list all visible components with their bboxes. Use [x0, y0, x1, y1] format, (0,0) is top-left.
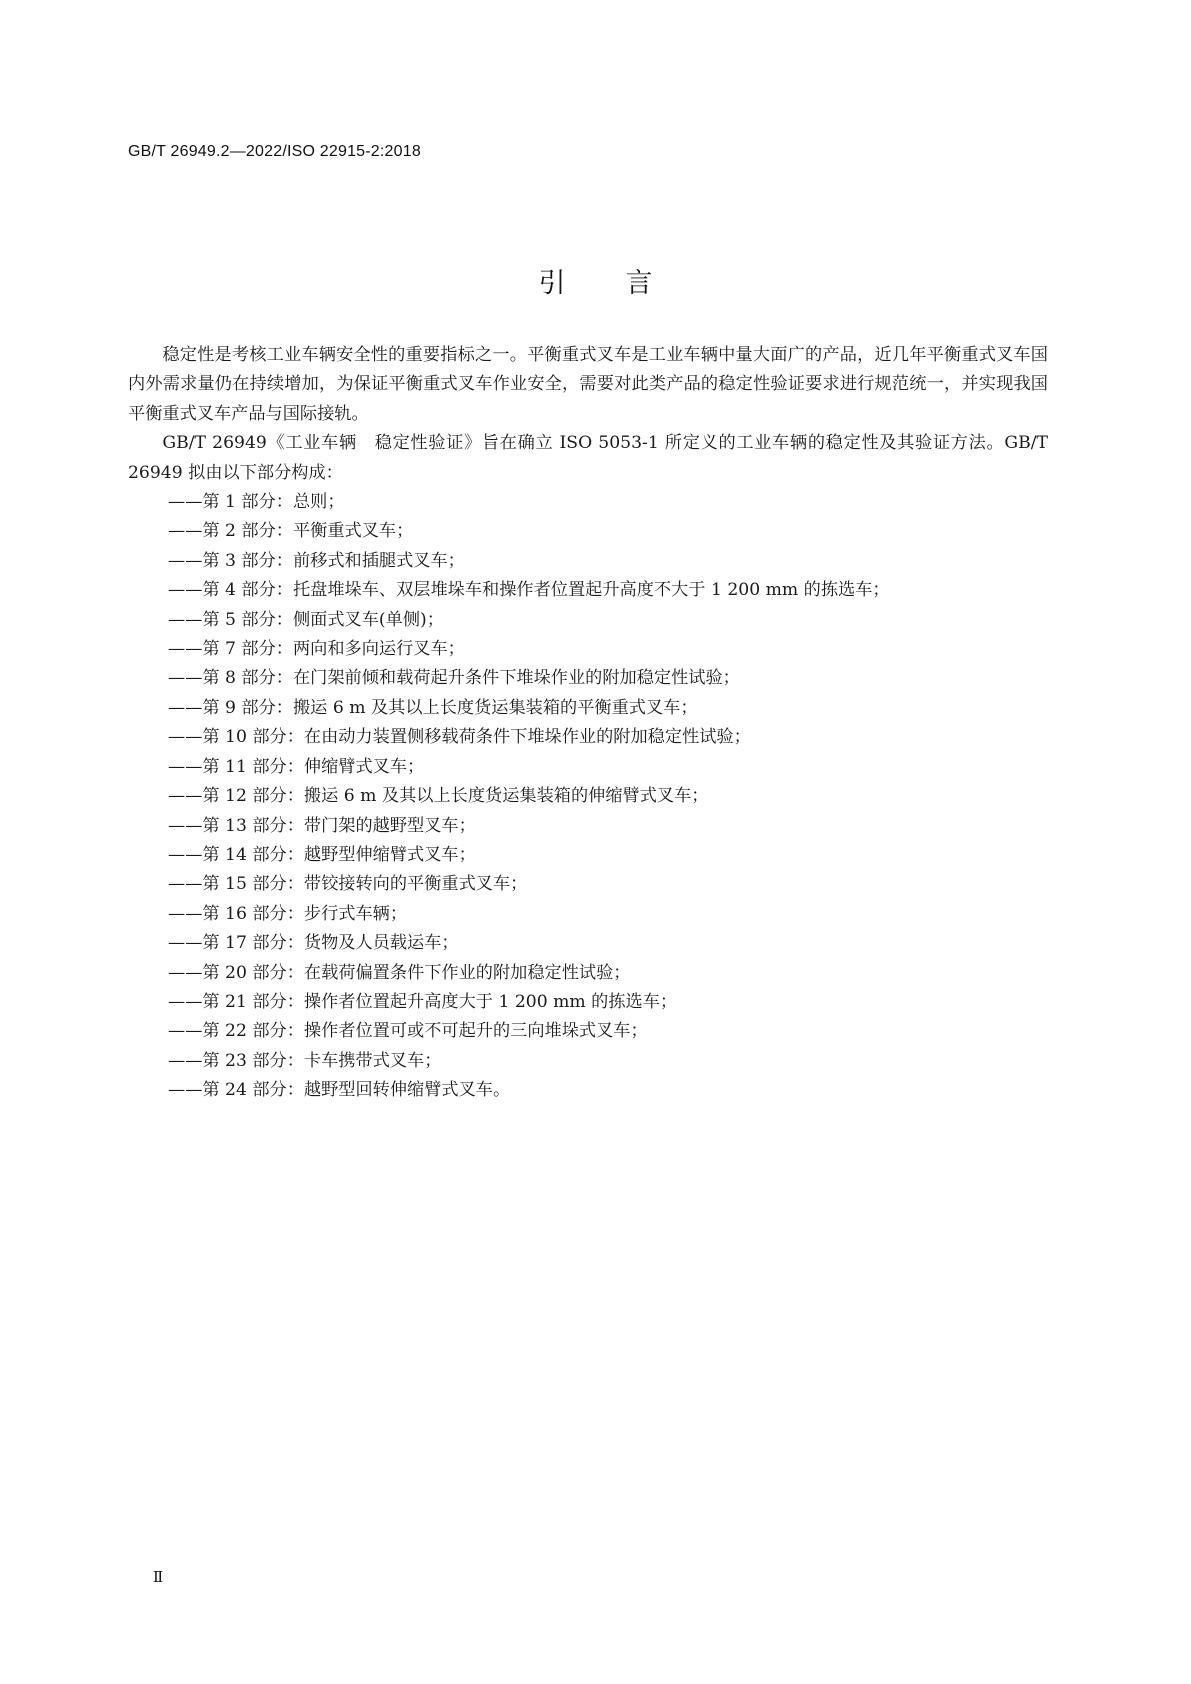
list-item: ——第 13 部分：带门架的越野型叉车；: [168, 815, 476, 836]
list-item: ——第 1 部分：总则；: [168, 492, 345, 513]
parts-list: [128, 488, 1048, 1106]
list-item: ——第 12 部分：搬运 6 m 及其以上长度货运集装箱的伸缩臂式叉车；: [168, 786, 709, 807]
list-item: ——第 16 部分：步行式车辆；: [168, 903, 408, 924]
list-item: ——第 23 部分：卡车携带式叉车；: [168, 1050, 442, 1071]
list-item: ——第 24 部分：越野型回转伸缩臂式叉车。: [168, 1080, 511, 1101]
list-item: ——第 5 部分：侧面式叉车(单侧)；: [168, 609, 444, 630]
list-item: ——第 22 部分：操作者位置可或不可起升的三向堆垛式叉车；: [168, 1021, 648, 1042]
list-item: ——第 15 部分：带铰接转向的平衡重式叉车；: [168, 874, 528, 895]
list-item: ——第 3 部分：前移式和插腿式叉车；: [168, 550, 465, 571]
list-item: ——第 10 部分：在由动力装置侧移载荷条件下堆垛作业的附加稳定性试验；: [168, 727, 751, 748]
list-item: ——第 14 部分：越野型伸缩臂式叉车；: [168, 844, 476, 865]
list-item: ——第 8 部分：在门架前倾和载荷起升条件下堆垛作业的附加稳定性试验；: [168, 668, 740, 689]
list-item: ——第 17 部分：货物及人员载运车；: [168, 933, 459, 954]
intro-paragraph-1: 稳定性是考核工业车辆安全性的重要指标之一。平衡重式叉车是工业车辆中量大面广的产品，近几年平衡重式叉车国内外需求量仍在持续增加，为保证平衡重式叉车作业安全，需要对此类产品的稳定性验证要求进行规范统一，并实现我国平衡重式叉车产品与国际接轨。: [128, 345, 1048, 424]
list-item: ——第 20 部分：在载荷偏置条件下作业的附加稳定性试验；: [168, 962, 631, 983]
page-title: 引言: [538, 268, 713, 300]
document-code-header: GB/T 26949.2—2022/ISO 22915-2:2018: [128, 143, 421, 160]
intro-paragraph-2: GB/T 26949《工业车辆 稳定性验证》旨在确立 ISO 5053-1 所定义的工业车辆的稳定性及其验证方法。GB/T 26949 拟由以下部分构成：: [128, 433, 1048, 483]
list-item: ——第 4 部分：托盘堆垛车、双层堆垛车和操作者位置起升高度不大于 1 200 mm 的拣选车；: [168, 580, 890, 601]
list-item: ——第 21 部分：操作者位置起升高度大于 1 200 mm 的拣选车；: [168, 991, 678, 1012]
list-item: ——第 11 部分：伸缩臂式叉车；: [168, 756, 425, 777]
list-item: ——第 7 部分：两向和多向运行叉车；: [168, 639, 465, 660]
page-number: Ⅱ: [153, 1568, 164, 1586]
document-body: [128, 341, 1048, 1106]
list-item: ——第 2 部分：平衡重式叉车；: [168, 521, 414, 542]
list-item: ——第 9 部分：搬运 6 m 及其以上长度货运集装箱的平衡重式叉车；: [168, 697, 698, 718]
